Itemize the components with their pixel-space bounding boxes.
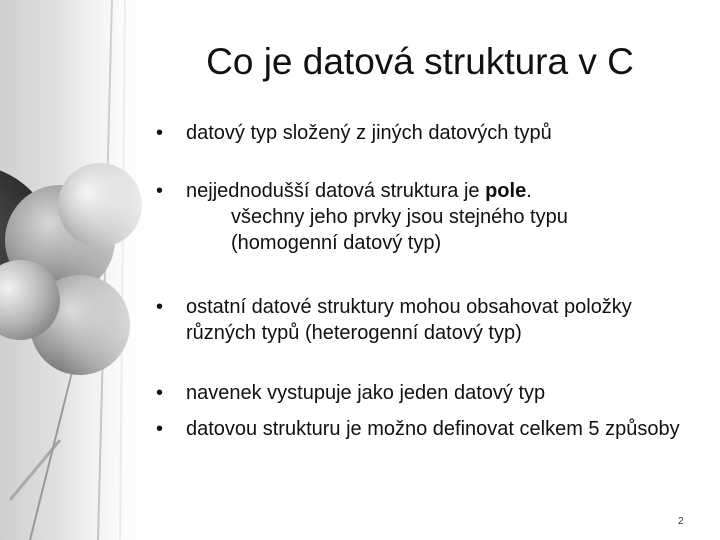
bullet-icon: •: [156, 382, 164, 404]
bullet-icon: •: [156, 418, 164, 440]
bullet-item: [156, 294, 696, 346]
bullet-item: [156, 416, 696, 442]
bullet-subline: všechny jeho prvky jsou stejného typu: [231, 206, 568, 228]
bullet-text: navenek vystupuje jako jeden datový typ: [186, 382, 546, 404]
bullet-text-bold: pole: [485, 180, 527, 202]
slide-title: Co je datová struktura v C: [206, 41, 634, 82]
page-number: 2: [678, 516, 684, 527]
bullet-item: [156, 178, 696, 256]
bullet-text: [186, 178, 696, 204]
bullet-text-part: nejjednodušší datová struktura je: [186, 180, 486, 202]
bullet-icon: •: [156, 122, 164, 144]
bullet-text: ostatní datové struktury mohou obsahovat položky různých typů (heterogenní datový typ): [186, 296, 632, 344]
bullet-text: datovou strukturu je možno definovat celkem 5 způsoby: [186, 418, 680, 440]
bullet-text-part: .: [526, 180, 532, 202]
bullet-item: [156, 380, 696, 406]
bullet-icon: •: [156, 180, 164, 202]
bullet-text: datový typ složený z jiných datových typů: [186, 122, 552, 144]
bullet-subline: (homogenní datový typ): [231, 232, 442, 254]
bullet-icon: •: [156, 296, 164, 318]
bullet-item: [156, 120, 696, 146]
